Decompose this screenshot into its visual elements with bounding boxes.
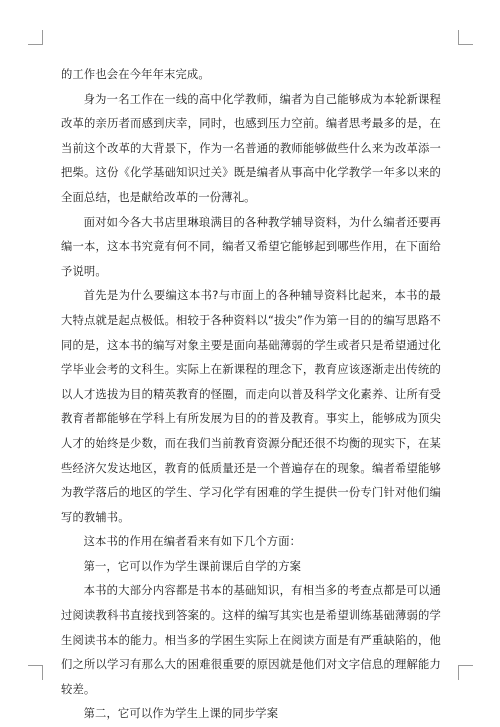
paragraph-heading: 第二，它可以作为学生上课的同步学案: [83, 707, 279, 721]
paragraph: 面对如今各大书店里琳琅满目的各种教学辅导资料，为什么编者还要再编一本，这本书究竟有何不同，编者又希望它能够起到哪些作用，在下面给予说明。: [61, 215, 441, 278]
crop-mark-bottom-left: [28, 665, 43, 680]
paragraph: 本书的大部分内容都是书本的基础知识，有相当多的考查点都是可以通过阅读教科书直接找到答案的。这样的编写其实也是希望训练基础薄弱的学生阅读书本的能力。相当多的学困生实际上在阅读方面是有严重缺陷的，他们之所以学习有那么大的困难很重要的原因就是他们对文字信息的理解能力较差。: [61, 584, 441, 696]
paragraph-heading: 第一，它可以作为学生课前课后自学的方案: [83, 559, 302, 573]
crop-mark-top-left: [28, 30, 43, 45]
paragraph: 首先是为什么要编这本书?与市面上的各种辅导资料比起来，本书的最大特点就是起点极低。相较于各种资料以“拔尖”作为第一目的的编写思路不同的是，这本书的编写对象主要是面向基础薄弱的学生或者只是希望通过化学毕业会考的文科生。实际上在新课程的理念下，教育应该逐渐走出传统的以人才选拔为目的精英教育的怪圈，而走向以普及科学文化素养、让所有受教育者都能够在学科上有所发展为目的的普及教育。事实上，能够成为顶尖人才的始终是少数，而在我们当前教育资源分配还很不均衡的现实下，在某些经济欠发达地区，教育的低质量还是一个普遍存在的现象。编者希望能够为教学落后的地区的学生、学习化学有困难的学生提供一份专门针对他们编写的教辅书。: [61, 289, 441, 524]
paragraph-continuation: 的工作也会在今年年末完成。: [61, 68, 210, 81]
crop-mark-bottom-right: [458, 665, 473, 680]
crop-mark-top-right: [458, 30, 473, 45]
paragraph: 这本书的作用在编者看来有如下几个方面：: [83, 535, 302, 549]
paragraph: 身为一名工作在一线的高中化学教师，编者为自己能够成为本轮新课程改革的亲历者而感到庆幸，同时，也感到压力空前。编者思考最多的是，在当前这个改革的大背景下，作为一名普通的教师能够做些什么来为改革添一把柴。这份《化学基础知识过关》既是编者从事高中化学教学一年多以来的全面总结，也是献给改革的一份薄礼。: [61, 92, 441, 204]
document-body: [61, 63, 441, 727]
